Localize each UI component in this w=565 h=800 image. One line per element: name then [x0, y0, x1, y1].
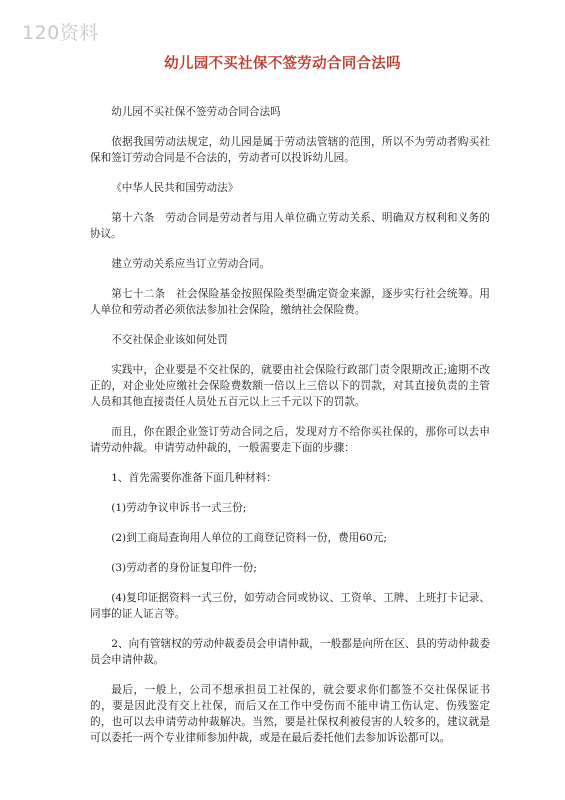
paragraph-heading: 幼儿园不买社保不签劳动合同合法吗	[111, 106, 281, 118]
paragraph-arbitration: 而且，你在跟企业签订劳动合同之后，发现对方不给你买社保的，那你可以去申请劳动仲裁。申请劳动仲裁的，一般需要走下面的步骤：	[90, 426, 490, 454]
paragraph-conclusion: 最后，一般上，公司不想承担员工社保的，就会要求你们都签不交社保保证书的，要是因此没有交上社保，而后又在工作中受伤而不能申请工伤认定、伤残鉴定的，也可以去申请劳动仲裁解决。当然，要是社保权利被侵害的人较多的，建议就是可以委托一两个专业律师参加仲裁，或是在最后委托他们去参加诉讼都可以。	[90, 684, 490, 744]
paragraph-material-2: (2)到工商局查询用人单位的工商登记资料一份，费用60元;	[111, 532, 387, 544]
paragraph-material-1: (1)劳动争议申诉书一式三份;	[111, 502, 247, 514]
paragraph-law-title: 《中华人民共和国劳动法》	[111, 182, 239, 194]
watermark-logo: 120资料	[22, 22, 99, 44]
paragraph-step-2: 2、向有管辖权的劳动仲裁委员会申请仲裁，一般都是向所在区、县的劳动仲裁委员会申请仲裁。	[90, 638, 490, 666]
paragraph-penalty-heading: 不交社保企业该如何处罚	[111, 334, 228, 346]
paragraph-penalty: 实践中，企业要是不交社保的，就要由社会保险行政部门责令限期改正;逾期不改正的，对企业处应缴社会保险费数额一倍以上三倍以下的罚款，对其直接负责的主管人员和其他直接责任人员处五百元以上三千元以下的罚款。	[90, 364, 490, 408]
paragraph-material-4: (4)复印证据资料一式三份，如劳动合同或协议、工资单、工牌、上班打卡记录、同事的证人证言等。	[90, 592, 490, 620]
document-body	[90, 104, 490, 746]
paragraph-article-72: 第七十二条 社会保险基金按照保险类型确定资金来源，逐步实行社会统筹。用人单位和劳动者必须依法参加社会保险，缴纳社会保险费。	[90, 288, 490, 316]
paragraph-intro: 依据我国劳动法规定，幼儿园是属于劳动法管辖的范围，所以不为劳动者购买社保和签订劳动合同是不合法的，劳动者可以投诉幼儿园。	[90, 136, 490, 164]
paragraph-material-3: (3)劳动者的身份证复印件一份;	[111, 562, 257, 574]
paragraph-contract: 建立劳动关系应当订立劳动合同。	[111, 258, 271, 270]
document-title: 幼儿园不买社保不签劳动合同合法吗	[164, 56, 401, 72]
paragraph-article-16: 第十六条 劳动合同是劳动者与用人单位确立劳动关系、明确双方权利和义务的协议。	[90, 212, 490, 240]
paragraph-step-1: 1、首先需要你准备下面几种材料：	[111, 472, 277, 484]
